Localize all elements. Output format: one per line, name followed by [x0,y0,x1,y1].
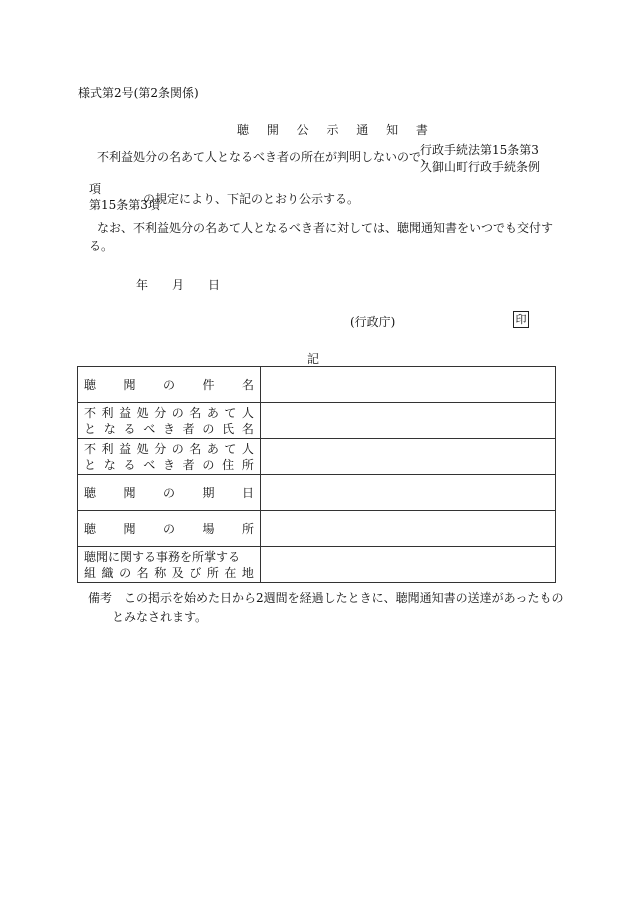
table-label-char: と [84,457,97,472]
date-year: 年 [136,278,149,292]
table-label-char: 処 [136,405,149,420]
table-row-label [78,367,261,403]
table-label-char: 称 [154,565,167,580]
table-label-char: 聞 [123,377,136,392]
table-row-value[interactable] [261,403,556,439]
date-day: 日 [208,278,221,292]
table-label-char: 処 [136,441,149,456]
table-label-line [84,377,254,393]
table-row-value[interactable] [261,475,556,511]
table-label-char: 聴聞に関する事務を所掌する [84,549,241,564]
document-title: 聴 開 公 示 通 知 書 [237,123,435,137]
paragraph-1-lead: 不利益処分の名あて人となるべき者の所在が判明しないので、 [97,150,433,164]
table-label-char: 益 [119,405,132,420]
table-label-char: 分 [154,441,167,456]
table-label-char: て [224,405,237,420]
table-label-char: べ [143,421,156,436]
table-row [78,403,556,439]
table-label-char: 名 [189,405,202,420]
table-label-line [84,521,254,537]
law-option-1: 行政手続法第15条第3 [420,143,539,157]
table-label-char: と [84,421,97,436]
table-label-line [84,421,254,437]
table-row-label [78,403,261,439]
table-label-char: な [103,457,116,472]
table-row [78,547,556,583]
table-row [78,511,556,547]
agency-label: (行政庁) [350,315,396,329]
paragraph-1-continuation: 項 [89,182,102,196]
table-row-label [78,547,261,583]
table-label-char: 不 [84,405,97,420]
remark-line-1: 備考 この掲示を始めた日から2週間を経過したときに、聴聞通知書の送達があったもの [88,591,564,605]
table-label-char: の [119,565,132,580]
table-label-char: 住 [222,457,235,472]
remark-line-2: とみなされます。 [112,610,208,624]
table-label-char: あ [206,441,219,456]
table-label-char: 聴 [84,521,97,536]
table-label-char: の [162,521,175,536]
date-month: 月 [172,278,185,292]
date-line [136,276,244,293]
table-row-value[interactable] [261,367,556,403]
table-label-char: 名 [136,565,149,580]
table-label-char: の [202,457,215,472]
table-label-char: る [123,457,136,472]
table-label-char: 所 [241,521,254,536]
table-label-char: 益 [119,441,132,456]
table-label-char: 期 [202,485,215,500]
table-label-char: て [224,441,237,456]
table-label-char: の [171,405,184,420]
table-label-char: 聞 [123,485,136,500]
table-label-char: な [103,421,116,436]
table-label-char: 織 [101,565,114,580]
table-label-char: 所 [206,565,219,580]
table-row [78,367,556,403]
table-label-line [84,405,254,421]
table-label-char: 名 [241,377,254,392]
paragraph-1-reference: 第15条第3項 [89,198,160,212]
table-label-char: 人 [241,441,254,456]
table-row-value[interactable] [261,547,556,583]
table-label-char: び [189,565,202,580]
table-label-line [84,565,254,581]
table-label-char: 聴 [84,485,97,500]
table-label-char: べ [143,457,156,472]
table-label-char: き [162,421,175,436]
table-label-char: 不 [84,441,97,456]
table-label-line [84,485,254,501]
seal-mark: 印 [513,311,529,328]
paragraph-1-tail: の規定により、下記のとおり公示する。 [143,192,360,206]
table-label-char: き [162,457,175,472]
notice-table [77,366,556,583]
table-label-char: 利 [101,441,114,456]
table-label-char: 所 [241,457,254,472]
table-label-line [84,457,254,473]
table-row-value[interactable] [261,439,556,475]
table-label-char: る [123,421,136,436]
table-label-char: 件 [202,377,215,392]
table-row-value[interactable] [261,511,556,547]
table-row [78,475,556,511]
table-label-char: 人 [241,405,254,420]
table-label-char: 名 [241,421,254,436]
table-label-char: 分 [154,405,167,420]
table-row [78,439,556,475]
ki-heading: 記 [307,352,320,366]
table-label-char: 者 [182,457,195,472]
table-label-char: の [162,485,175,500]
table-label-char: 聴 [84,377,97,392]
table-label-char: あ [206,405,219,420]
table-label-char: の [202,421,215,436]
paragraph-2-line-1: なお、不利益処分の名あて人となるべき者に対しては、聴聞通知書をいつでも交付す [97,221,554,235]
law-option-2: 久御山町行政手続条例 [420,160,541,174]
table-row-label [78,511,261,547]
table-row-label [78,475,261,511]
table-label-char: 地 [241,565,254,580]
table-label-char: 聞 [123,521,136,536]
table-label-char: 及 [171,565,184,580]
table-label-char: 日 [241,485,254,500]
table-label-char: 場 [202,521,215,536]
table-label-char: 者 [182,421,195,436]
table-label-line [84,441,254,457]
form-number: 様式第2号(第2条関係) [78,86,199,100]
table-label-char: 利 [101,405,114,420]
table-row-label [78,439,261,475]
table-label-char: 在 [224,565,237,580]
table-label-line [84,549,254,565]
paragraph-2-line-2: る。 [89,239,114,253]
table-label-char: 名 [189,441,202,456]
table-label-char: 組 [84,565,97,580]
table-label-char: の [171,441,184,456]
table-label-char: 氏 [222,421,235,436]
table-label-char: の [162,377,175,392]
